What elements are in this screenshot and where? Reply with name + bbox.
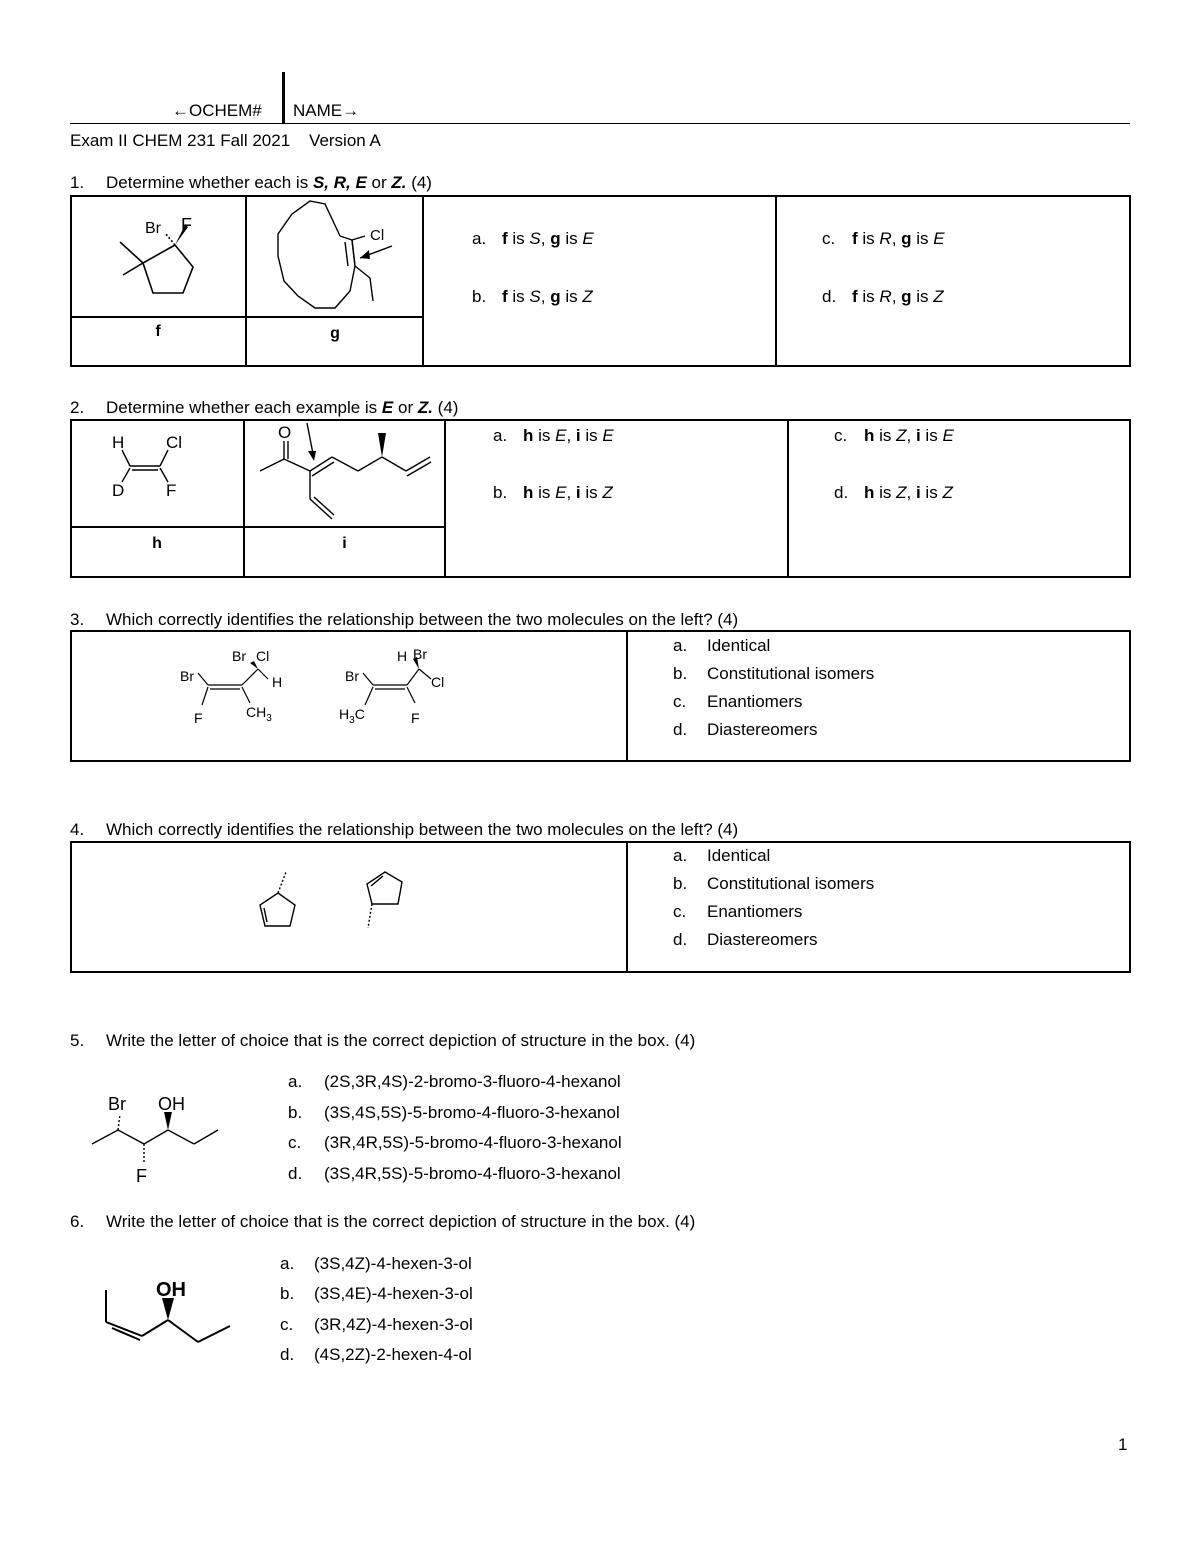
option-text: Z [942, 483, 953, 502]
question-number: 3. [70, 610, 85, 629]
question-text-emph: Z. [417, 398, 433, 417]
q4-option-d[interactable] [673, 930, 818, 950]
atom-oh: OH [158, 1094, 185, 1114]
option-text: Identical [707, 636, 771, 655]
question-text: Write the letter of choice that is the correct depiction of structure in the box. (4) [106, 1212, 696, 1231]
atom-h3c-text: C [354, 706, 365, 722]
option-text: , [891, 287, 902, 306]
q5-option-c[interactable] [288, 1133, 622, 1153]
option-text: i [915, 426, 921, 445]
option-text: Identical [707, 846, 771, 865]
q1-option-a[interactable] [472, 229, 594, 249]
option-text: is [920, 426, 943, 445]
divider [626, 630, 628, 762]
option-text: E [555, 483, 567, 502]
question-text: Which correctly identifies the relationship between the two molecules on the left? (4) [106, 610, 739, 629]
option-letter: c. [834, 426, 848, 445]
divider [70, 526, 446, 528]
option-text: is [857, 287, 880, 306]
divider [775, 195, 777, 367]
option-text: i [575, 426, 581, 445]
option-text: (3R,4R,5S)-5-bromo-4-fluoro-3-hexanol [324, 1133, 622, 1152]
question-text: Determine whether each is [106, 173, 313, 192]
subscript: 3 [349, 715, 355, 726]
option-text: h [864, 483, 875, 502]
label-g: g [330, 325, 340, 342]
option-letter: d. [673, 930, 688, 949]
option-text: (3S,4S,5S)-5-bromo-4-fluoro-3-hexanol [324, 1103, 620, 1122]
option-letter: c. [673, 692, 687, 711]
option-letter: d. [822, 287, 837, 306]
option-text: S [529, 229, 541, 248]
divider [787, 419, 789, 578]
q4-option-c[interactable] [673, 902, 802, 922]
molecule-q3-right [335, 645, 460, 730]
option-letter: c. [288, 1133, 302, 1152]
q3-option-c[interactable] [673, 692, 802, 712]
question-6 [70, 1212, 695, 1232]
option-text: f [502, 229, 508, 248]
molecule-h [100, 430, 210, 505]
option-text: , [540, 229, 551, 248]
option-text: Diastereomers [707, 930, 818, 949]
option-text: Constitutional isomers [707, 874, 875, 893]
page-number: 1 [1118, 1435, 1128, 1454]
subscript: 3 [266, 713, 272, 724]
molecule-i [252, 421, 442, 526]
option-letter: b. [673, 664, 688, 683]
label-h: h [152, 535, 162, 552]
option-text: f [502, 287, 508, 306]
q3-option-b[interactable] [673, 664, 874, 684]
option-text: Z [602, 483, 613, 502]
atom-d: D [112, 481, 125, 500]
option-text: E [933, 229, 945, 248]
option-text: is [911, 287, 934, 306]
q4-option-b[interactable] [673, 874, 874, 894]
atom-h: H [272, 674, 283, 690]
option-letter: a. [288, 1072, 303, 1091]
question-2 [70, 398, 458, 418]
option-text: is [560, 229, 583, 248]
label-i: i [342, 535, 347, 552]
option-text: is [920, 483, 943, 502]
atom-br: Br [180, 668, 194, 684]
q6-option-c[interactable] [280, 1315, 473, 1335]
option-text: Z [896, 426, 907, 445]
option-text: , [566, 426, 576, 445]
q3-option-a[interactable] [673, 636, 770, 656]
atom-h3c [339, 706, 365, 726]
atom-cl: Cl [370, 227, 385, 244]
option-letter: a. [472, 229, 487, 248]
label-f: f [155, 323, 161, 340]
q2-option-b[interactable] [493, 483, 613, 503]
option-text: f [852, 229, 858, 248]
atom-f: F [136, 1166, 147, 1186]
header-divider [282, 72, 285, 124]
option-text: Z [896, 483, 907, 502]
question-1 [70, 173, 432, 193]
atom-o: O [278, 423, 292, 442]
option-text: is [857, 229, 880, 248]
question-number: 5. [70, 1031, 85, 1050]
option-text: is [560, 287, 583, 306]
question-4 [70, 820, 738, 840]
question-number: 6. [70, 1212, 85, 1231]
question-text: Write the letter of choice that is the correct depiction of structure in the box. (4) [106, 1031, 696, 1050]
option-letter: c. [822, 229, 836, 248]
option-letter: a. [493, 426, 508, 445]
option-text: g [550, 229, 561, 248]
q2-option-d[interactable] [834, 483, 953, 503]
question-text: Determine whether each example is [106, 398, 382, 417]
q2-option-c[interactable] [834, 426, 954, 446]
option-letter: b. [472, 287, 487, 306]
option-text: is [507, 229, 530, 248]
q1-option-d[interactable] [822, 287, 944, 307]
option-text: g [901, 287, 912, 306]
question-text: Which correctly identifies the relationship between the two molecules on the left? (4) [106, 820, 739, 839]
option-text: (4S,2Z)-2-hexen-4-ol [314, 1345, 472, 1364]
molecule-q3-left [180, 645, 300, 730]
divider [243, 419, 245, 578]
atom-h: H [112, 433, 125, 452]
atom-ch3-text: CH [246, 704, 267, 720]
name-label: NAME→ [293, 101, 360, 120]
question-points: (4) [432, 398, 459, 417]
option-text: g [901, 229, 912, 248]
q1-option-b[interactable] [472, 287, 593, 307]
option-letter: a. [673, 636, 688, 655]
q5-option-d[interactable] [288, 1164, 621, 1184]
option-text: Constitutional isomers [707, 664, 875, 683]
question-number: 2. [70, 398, 85, 417]
atom-cl: Cl [431, 674, 445, 690]
option-text: i [575, 483, 581, 502]
option-text: , [566, 483, 576, 502]
option-letter: b. [280, 1284, 295, 1303]
option-text: is [911, 229, 934, 248]
ochem-label: ←OCHEM# [172, 101, 262, 120]
option-letter: c. [280, 1315, 294, 1334]
option-text: , [891, 229, 902, 248]
q5-option-b[interactable] [288, 1103, 620, 1123]
atom-f: F [181, 215, 192, 235]
q4-box [70, 841, 1131, 973]
option-letter: a. [673, 846, 688, 865]
option-text: (3S,4E)-4-hexen-3-ol [314, 1284, 473, 1303]
option-letter: d. [834, 483, 849, 502]
atom-f: F [411, 710, 420, 726]
q6-option-a[interactable] [280, 1254, 472, 1274]
option-text: is [533, 483, 556, 502]
atom-f: F [194, 710, 203, 726]
atom-br: Br [413, 646, 427, 662]
option-text: h [864, 426, 875, 445]
option-text: Enantiomers [707, 902, 803, 921]
option-text: (2S,3R,4S)-2-bromo-3-fluoro-4-hexanol [324, 1072, 621, 1091]
question-number: 4. [70, 820, 85, 839]
option-text: g [550, 287, 561, 306]
atom-h3c-text: H [339, 706, 350, 722]
option-letter: b. [493, 483, 508, 502]
option-text: is [533, 426, 556, 445]
atom-ch3 [246, 704, 272, 724]
divider [70, 316, 424, 318]
option-text: i [915, 483, 921, 502]
question-number: 1. [70, 173, 85, 192]
atom-h: H [397, 648, 408, 664]
exam-title: Exam II CHEM 231 Fall 2021 Version A [70, 131, 381, 150]
option-text: h [523, 426, 534, 445]
divider [626, 841, 628, 973]
option-text: Z [582, 287, 593, 306]
option-text: S [529, 287, 541, 306]
q4-option-a[interactable] [673, 846, 770, 866]
question-text: or [366, 173, 392, 192]
option-text: h [523, 483, 534, 502]
atom-oh: OH [156, 1279, 186, 1301]
option-text: , [906, 483, 916, 502]
option-text: is [580, 483, 603, 502]
option-text: is [507, 287, 530, 306]
atom-cl: Cl [166, 433, 183, 452]
option-letter: d. [280, 1345, 295, 1364]
option-text: is [580, 426, 603, 445]
atom-cl: Cl [256, 648, 270, 664]
option-letter: c. [673, 902, 687, 921]
option-letter: b. [288, 1103, 303, 1122]
option-text: , [540, 287, 551, 306]
q5-option-a[interactable] [288, 1072, 621, 1092]
option-letter: d. [288, 1164, 303, 1183]
q1-option-c[interactable] [822, 229, 945, 249]
option-text: is [874, 426, 897, 445]
option-letter: b. [673, 874, 688, 893]
atom-br: Br [232, 648, 246, 664]
option-letter: d. [673, 720, 688, 739]
header-rule [70, 123, 1130, 124]
option-text: E [942, 426, 954, 445]
option-text: E [555, 426, 567, 445]
question-text-emph: E [381, 398, 394, 417]
molecule-f [105, 205, 235, 310]
option-text: (3S,4Z)-4-hexen-3-ol [314, 1254, 472, 1273]
q6-option-d[interactable] [280, 1345, 472, 1365]
option-text: E [582, 229, 594, 248]
molecule-q5 [88, 1092, 228, 1187]
question-text-emph: Z. [391, 173, 407, 192]
option-text: E [602, 426, 614, 445]
question-points: (4) [406, 173, 432, 192]
q3-option-d[interactable] [673, 720, 818, 740]
question-text-emph: S, R, E [312, 173, 367, 192]
molecule-q4-pair [250, 860, 420, 940]
option-text: Z [933, 287, 944, 306]
option-text: is [874, 483, 897, 502]
option-text: (3S,4R,5S)-5-bromo-4-fluoro-3-hexanol [324, 1164, 621, 1183]
q6-option-b[interactable] [280, 1284, 473, 1304]
question-text: or [393, 398, 418, 417]
atom-br: Br [145, 220, 161, 237]
option-text: R [879, 287, 892, 306]
option-text: R [879, 229, 892, 248]
atom-br: Br [345, 668, 359, 684]
q2-option-a[interactable] [493, 426, 614, 446]
divider [444, 419, 446, 578]
atom-f: F [166, 481, 177, 500]
question-3 [70, 610, 738, 630]
option-text: Enantiomers [707, 692, 803, 711]
option-letter: a. [280, 1254, 295, 1273]
atom-br: Br [108, 1094, 126, 1114]
molecule-g [270, 196, 420, 316]
option-text: Diastereomers [707, 720, 818, 739]
question-5 [70, 1031, 695, 1051]
option-text: (3R,4Z)-4-hexen-3-ol [314, 1315, 473, 1334]
option-text: , [906, 426, 916, 445]
molecule-q6 [98, 1278, 238, 1350]
option-text: f [852, 287, 858, 306]
